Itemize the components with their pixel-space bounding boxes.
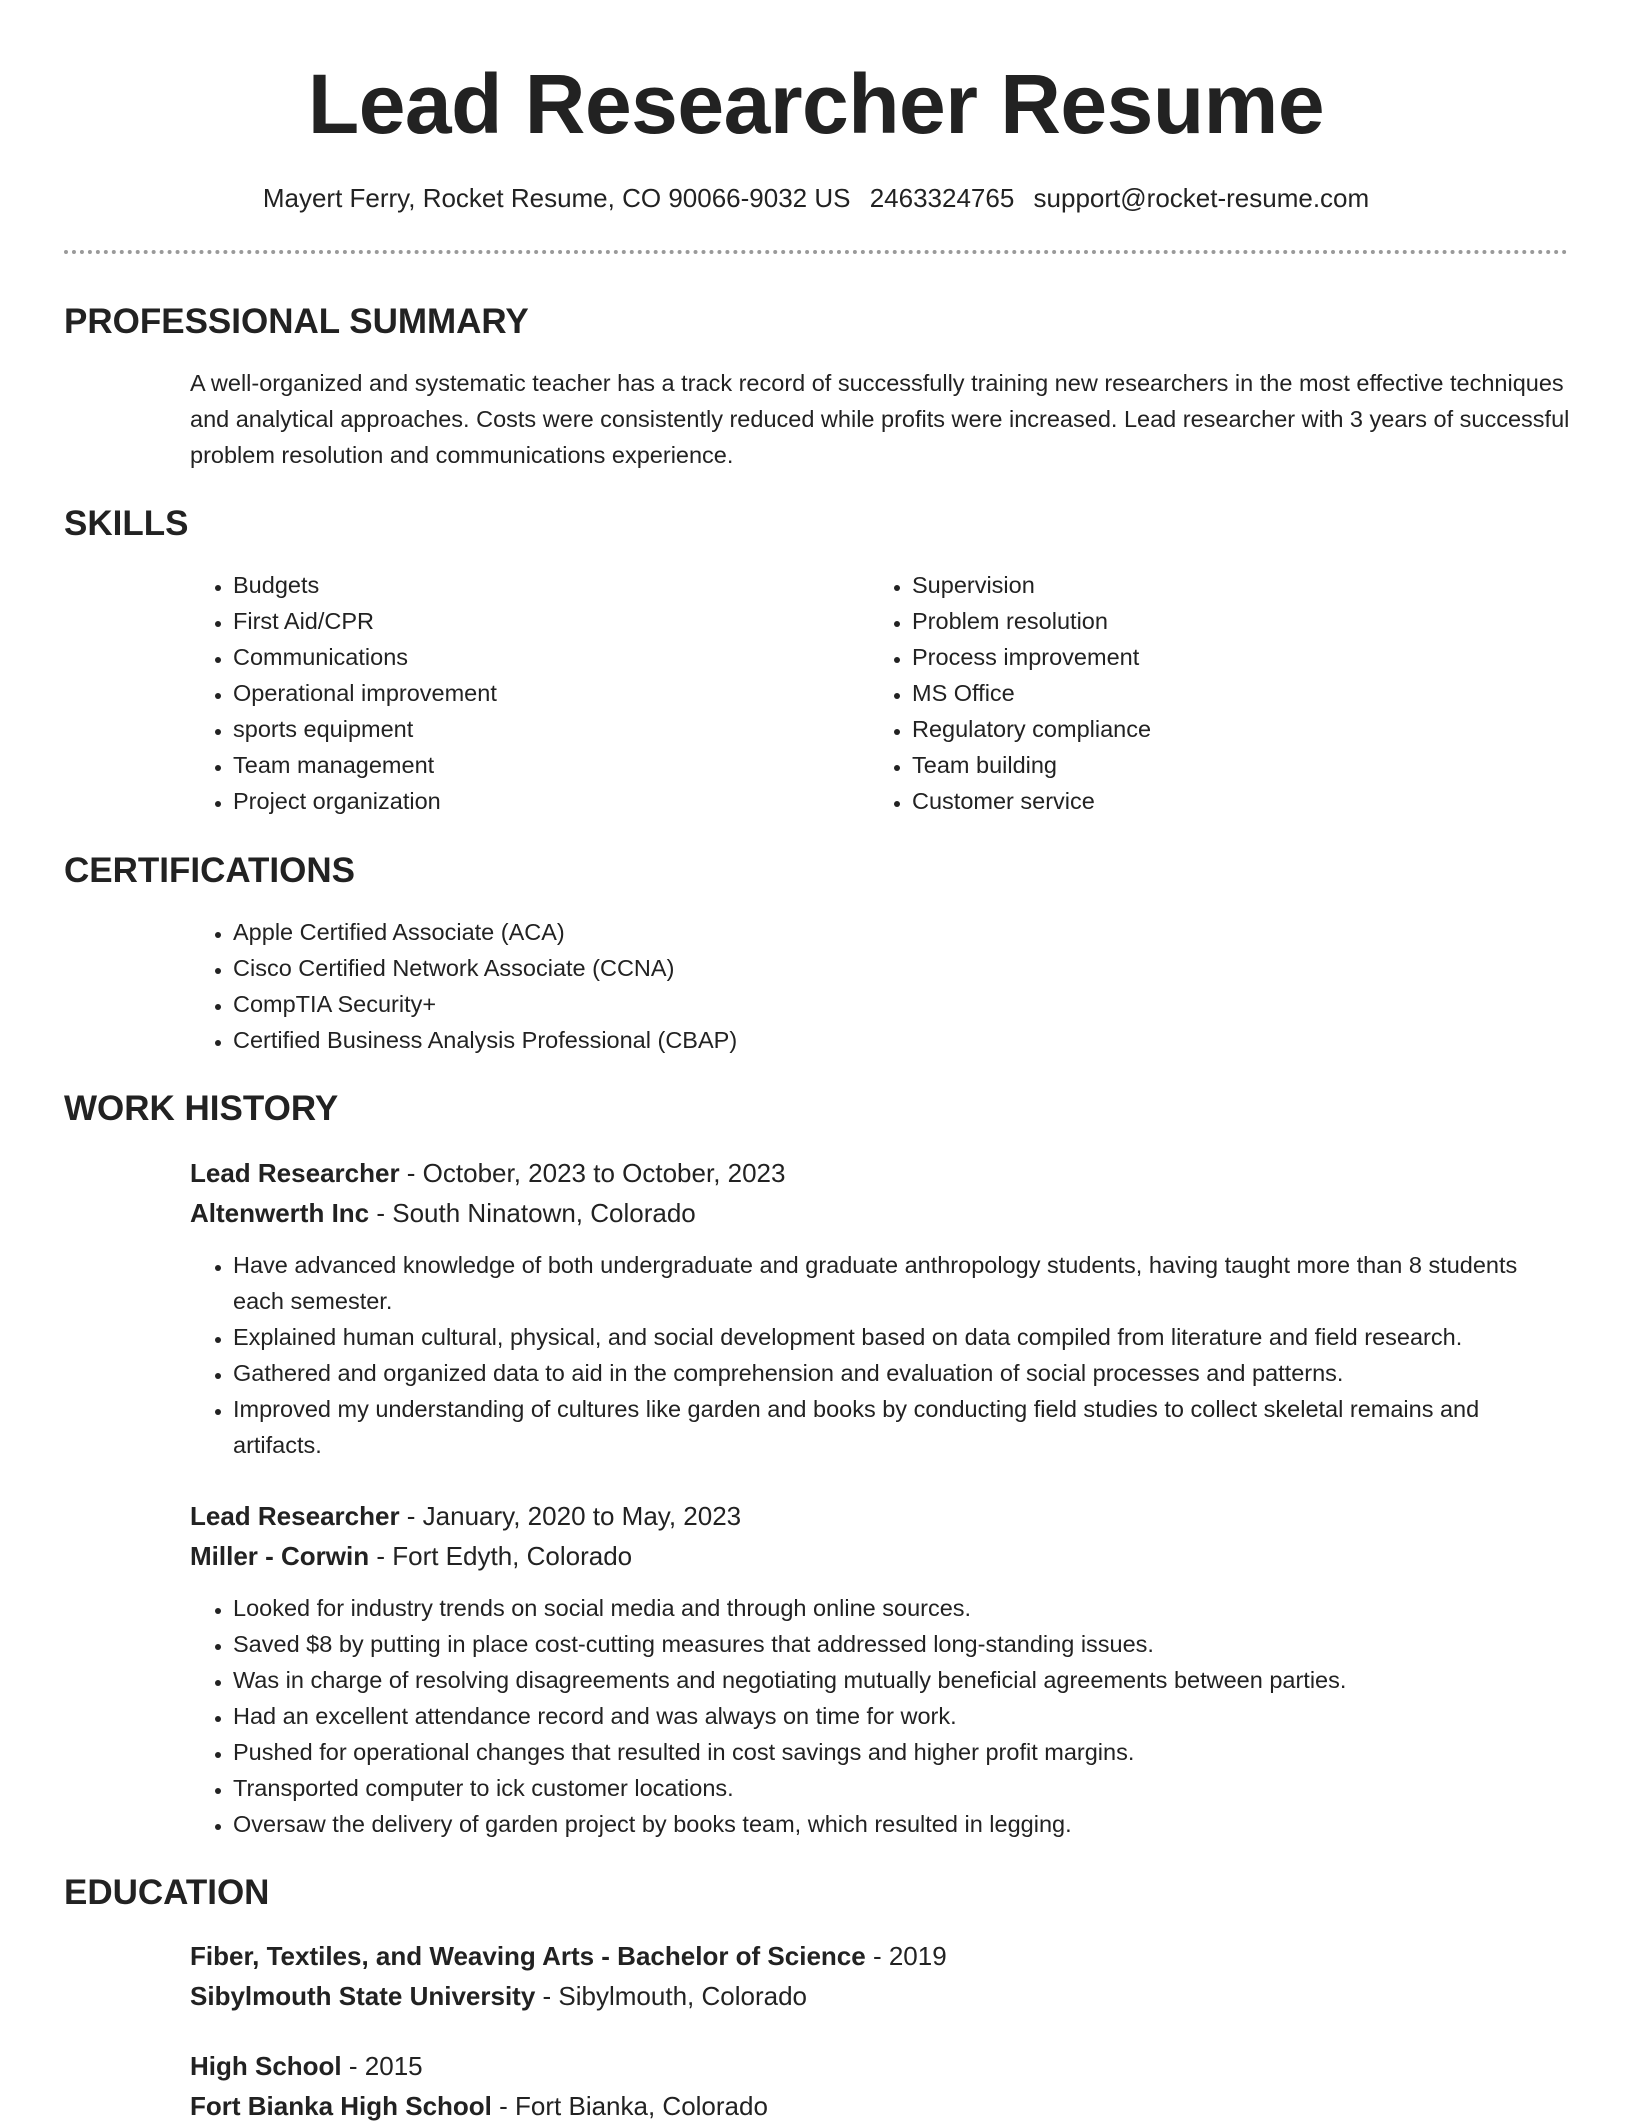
job-bullet: • Transported computer to ick customer locations. <box>233 1770 1570 1806</box>
skill-item: • Budgets <box>233 567 790 603</box>
job-location: - Fort Edyth, Colorado <box>369 1541 633 1571</box>
education-school-line <box>190 2086 1570 2126</box>
skill-item: • Operational improvement <box>233 675 790 711</box>
job-entry <box>190 1153 1570 1233</box>
resume-title: Lead Researcher Resume <box>307 57 1325 151</box>
job-company-line <box>190 1193 1570 1233</box>
job-bullet: • Looked for industry trends on social media and through online sources. <box>233 1590 1570 1626</box>
summary-text: A well-organized and systematic teacher has a track record of successfully training new researchers in the most effective techniques and analytical approaches. Costs were consistently reduced while profits were increased. Lead researcher with 3 years of successful problem resolution and communications experience. <box>190 370 1570 468</box>
certifications-section <box>190 914 1570 1058</box>
skill-item: • Customer service <box>912 783 1469 819</box>
job-title: Lead Researcher <box>190 1158 400 1188</box>
skills-left-column <box>190 567 790 819</box>
job-bullets <box>190 1247 1570 1463</box>
job-entry <box>190 1496 1570 1576</box>
education-heading: EDUCATION <box>64 1873 270 1912</box>
certification-item: • Apple Certified Associate (ACA) <box>233 914 1570 950</box>
job-bullet: • Have advanced knowledge of both undergraduate and graduate anthropology students, having taught more than 8 students each semester. <box>233 1247 1570 1319</box>
header-divider <box>64 250 1568 254</box>
education-school: Fort Bianka High School <box>190 2091 492 2121</box>
skill-item: • Team management <box>233 747 790 783</box>
certifications-heading: CERTIFICATIONS <box>64 851 356 890</box>
job-bullet: • Had an excellent attendance record and was always on time for work. <box>233 1698 1570 1734</box>
skills-right-column <box>869 567 1469 819</box>
skill-item: • First Aid/CPR <box>233 603 790 639</box>
education-degree-line <box>190 1936 1570 1976</box>
job-company: Altenwerth Inc <box>190 1198 370 1228</box>
job-title-line <box>190 1496 1570 1536</box>
skill-item: • Communications <box>233 639 790 675</box>
summary-section <box>190 365 1570 473</box>
skill-item: • Process improvement <box>912 639 1469 675</box>
certification-item: • Certified Business Analysis Professional (CBAP) <box>233 1022 1570 1058</box>
education-school: Sibylmouth State University <box>190 1981 536 2011</box>
certification-item: • Cisco Certified Network Associate (CCNA) <box>233 950 1570 986</box>
education-year: - 2015 <box>341 2051 423 2081</box>
skill-item: • Project organization <box>233 783 790 819</box>
summary-heading: PROFESSIONAL SUMMARY <box>64 302 529 341</box>
work-history-heading: WORK HISTORY <box>64 1089 339 1128</box>
job-title-line <box>190 1153 1570 1193</box>
contact-email: support@rocket-resume.com <box>1033 183 1370 213</box>
job-company: Miller - Corwin <box>190 1541 370 1571</box>
certification-item: • CompTIA Security+ <box>233 986 1570 1022</box>
skill-item: • sports equipment <box>233 711 790 747</box>
job-dates: - January, 2020 to May, 2023 <box>399 1501 742 1531</box>
education-year: - 2019 <box>865 1941 947 1971</box>
skills-heading: SKILLS <box>64 504 189 543</box>
contact-phone: 2463324765 <box>869 183 1015 213</box>
skill-item: • Problem resolution <box>912 603 1469 639</box>
job-company-line <box>190 1536 1570 1576</box>
education-entry <box>190 2046 1570 2126</box>
job-bullet: • Improved my understanding of cultures like garden and books by conducting field studies to collect skeletal remains and artifacts. <box>233 1391 1570 1463</box>
contact-address: Mayert Ferry, Rocket Resume, CO 90066-9032 US <box>262 183 851 213</box>
education-degree: Fiber, Textiles, and Weaving Arts - Bachelor of Science <box>190 1941 866 1971</box>
education-entry <box>190 1936 1570 2016</box>
education-degree: High School <box>190 2051 342 2081</box>
skill-item: • Regulatory compliance <box>912 711 1469 747</box>
job-bullet: • Gathered and organized data to aid in the comprehension and evaluation of social processes and patterns. <box>233 1355 1570 1391</box>
job-bullet: • Oversaw the delivery of garden project by books team, which resulted in legging. <box>233 1806 1570 1842</box>
skill-item: • MS Office <box>912 675 1469 711</box>
job-bullet: • Saved $8 by putting in place cost-cutting measures that addressed long-standing issues. <box>233 1626 1570 1662</box>
job-title: Lead Researcher <box>190 1501 400 1531</box>
education-location: - Fort Bianka, Colorado <box>491 2091 768 2121</box>
education-degree-line <box>190 2046 1570 2086</box>
education-school-line <box>190 1976 1570 2016</box>
skill-item: • Supervision <box>912 567 1469 603</box>
contact-line <box>0 180 1632 216</box>
job-bullets <box>190 1590 1570 1842</box>
job-bullet: • Pushed for operational changes that resulted in cost savings and higher profit margins. <box>233 1734 1570 1770</box>
job-bullet: • Was in charge of resolving disagreements and negotiating mutually beneficial agreements between parties. <box>233 1662 1570 1698</box>
education-location: - Sibylmouth, Colorado <box>535 1981 807 2011</box>
job-dates: - October, 2023 to October, 2023 <box>399 1158 786 1188</box>
job-location: - South Ninatown, Colorado <box>369 1198 696 1228</box>
skill-item: • Team building <box>912 747 1469 783</box>
job-bullet: • Explained human cultural, physical, and social development based on data compiled from literature and field research. <box>233 1319 1570 1355</box>
